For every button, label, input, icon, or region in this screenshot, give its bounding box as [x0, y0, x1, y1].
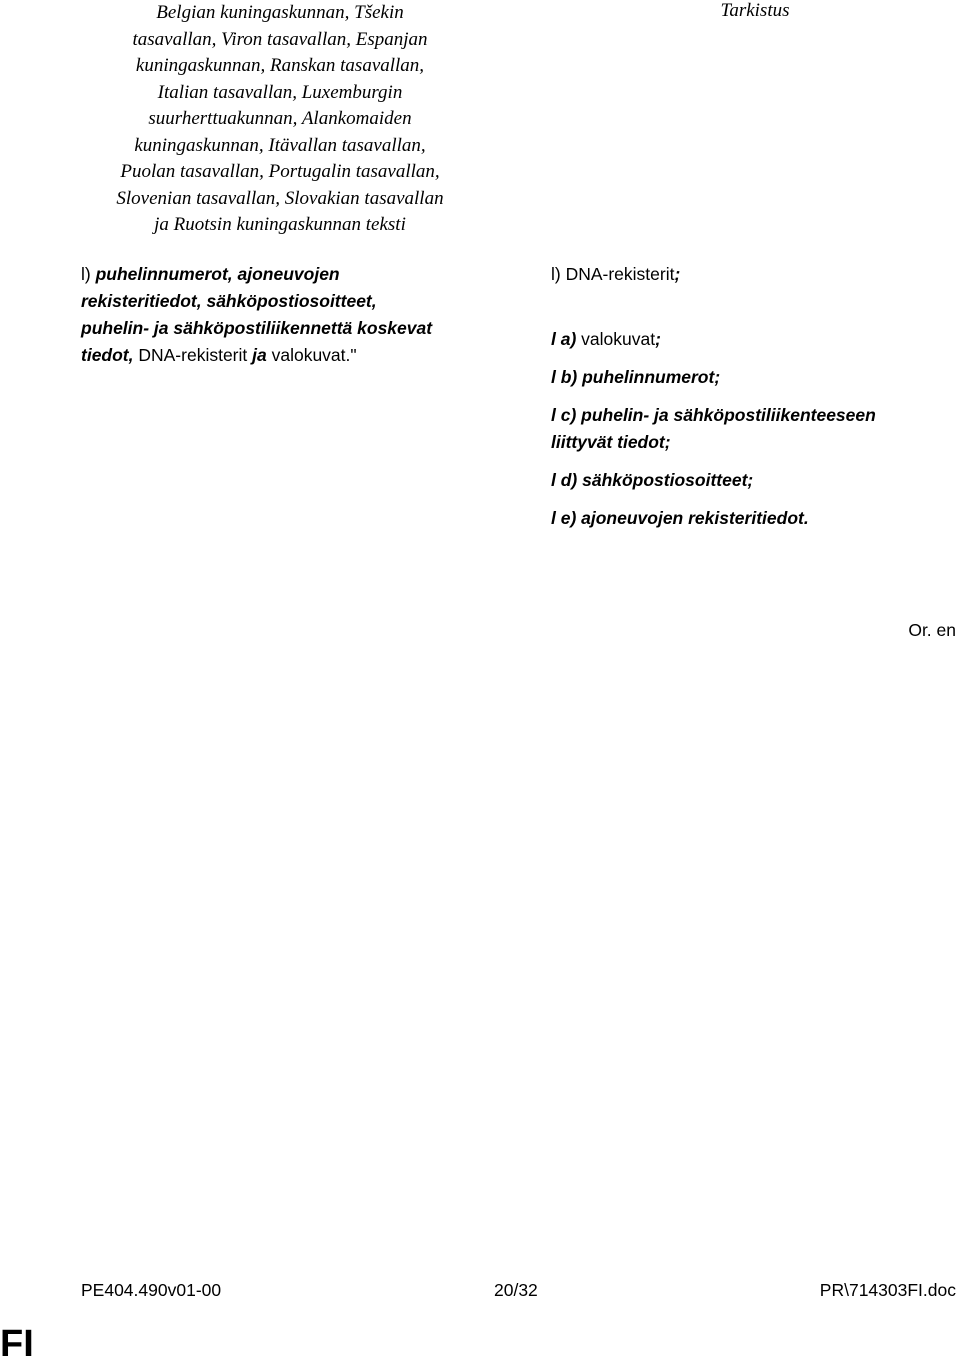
text-line — [551, 326, 951, 353]
emphasized-text: l c) puhelin- ja sähköpostiliikenteeseen — [551, 405, 876, 425]
emphasized-text: liittyvät tiedot; — [551, 432, 671, 452]
emphasized-text: rekisteritiedot, sähköpostiosoitteet, — [81, 291, 377, 311]
text-segment: valokuvat — [576, 329, 656, 349]
emphasized-text: l b) puhelinnumerot; — [551, 367, 721, 387]
amendment-item — [551, 364, 951, 391]
language-code: FI — [0, 1323, 34, 1365]
text-line — [81, 288, 501, 315]
header-line: tasavallan, Viron tasavallan, Espanjan — [132, 28, 428, 50]
left-column-header — [70, 0, 490, 239]
header-line: Italian tasavallan, Luxemburgin — [157, 81, 403, 103]
emphasized-text: ; — [674, 264, 681, 284]
header-line: kuningaskunnan, Ranskan tasavallan, — [135, 55, 425, 76]
text-line — [81, 342, 501, 369]
text-line — [551, 402, 951, 429]
footer-page-number: 20/32 — [494, 1280, 538, 1300]
amendment-text — [551, 261, 951, 532]
text-segment: l) — [81, 264, 96, 284]
amendment-item — [551, 326, 951, 353]
footer-file-name: PR\714303FI.doc — [819, 1280, 956, 1300]
text-line — [551, 364, 951, 391]
header-line: suurherttuakunnan, Alankomaiden — [148, 108, 412, 129]
footer-document-reference: PE404.490v01-00 — [81, 1280, 222, 1300]
emphasized-text: ja — [252, 345, 267, 365]
amendment-item — [551, 505, 951, 532]
emphasized-text: l e) ajoneuvojen rekisteritiedot. — [551, 508, 809, 528]
emphasized-text: ; — [655, 329, 661, 349]
right-column-header: Tarkistus — [720, 0, 790, 21]
amendment-item — [551, 467, 951, 494]
text-segment: DNA-rekisterit — [133, 345, 253, 365]
text-line — [81, 315, 501, 342]
header-line: Belgian kuningaskunnan, Tšekin — [156, 2, 404, 23]
header-line: ja Ruotsin kuningaskunnan teksti — [154, 214, 406, 235]
header-line: Slovenian tasavallan, Slovakian tasavallan — [116, 187, 444, 209]
text-segment: valokuvat." — [266, 345, 357, 365]
header-line: kuningaskunnan, Itävallan tasavallan, — [134, 134, 426, 156]
emphasized-text: l a) — [551, 329, 577, 349]
text-line — [551, 261, 951, 288]
emphasized-text: tiedot, — [81, 345, 134, 365]
emphasized-text: puhelinnumerot, ajoneuvojen — [95, 264, 340, 284]
text-line — [551, 429, 951, 456]
text-segment: l) DNA-rekisterit — [551, 264, 675, 284]
emphasized-text: l d) sähköpostiosoitteet; — [551, 470, 754, 490]
original-language-label: Or. en — [908, 620, 956, 640]
original-text-paragraph — [81, 261, 501, 369]
emphasized-text: puhelin- ja sähköpostiliikennettä koskevat — [81, 318, 433, 338]
text-line — [551, 467, 951, 494]
text-line — [81, 261, 501, 288]
text-line — [551, 505, 951, 532]
amendment-item — [551, 402, 951, 456]
header-line: Puolan tasavallan, Portugalin tasavallan, — [120, 161, 440, 182]
amendment-item — [551, 261, 951, 288]
